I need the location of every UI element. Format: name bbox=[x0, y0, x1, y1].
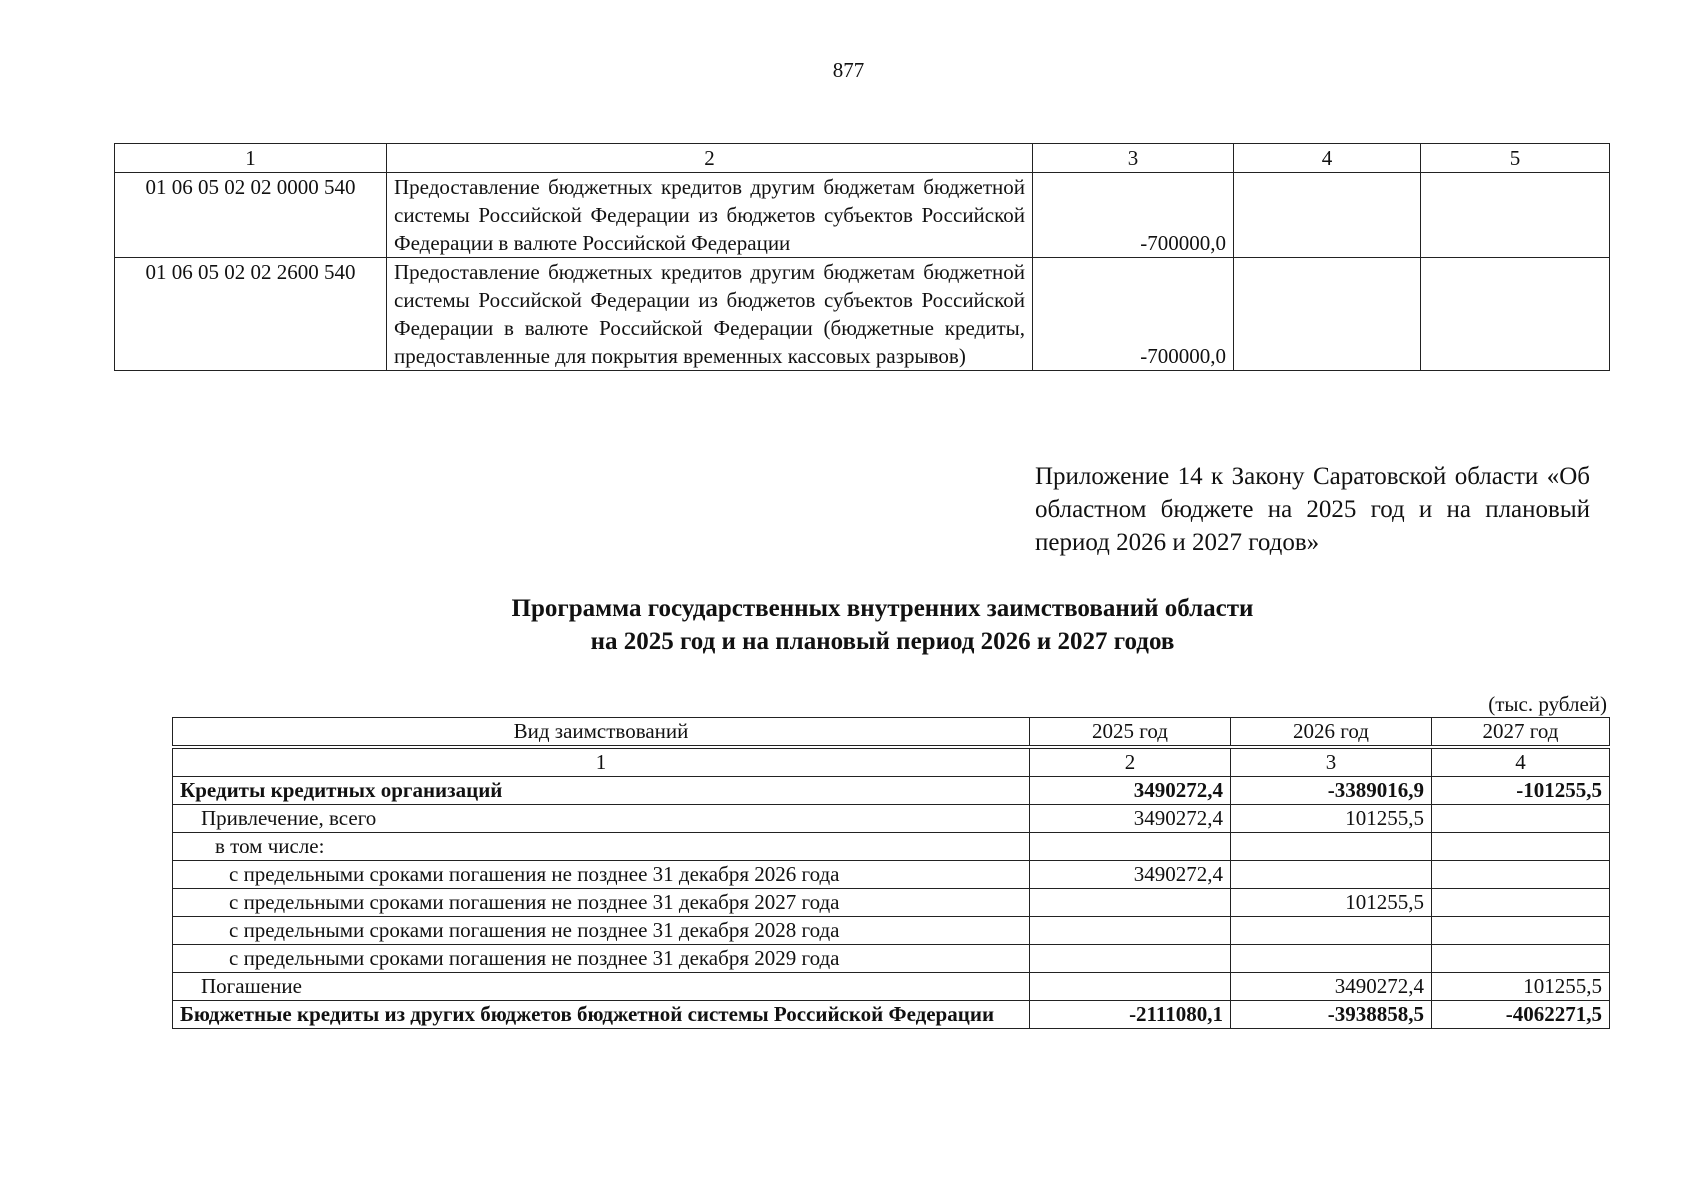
row-label: Привлечение, всего bbox=[173, 805, 1030, 833]
amount-cell bbox=[1421, 258, 1610, 371]
column-number: 4 bbox=[1432, 749, 1610, 777]
column-number: 3 bbox=[1231, 749, 1432, 777]
table-row bbox=[173, 945, 1610, 973]
row-label: Бюджетные кредиты из других бюджетов бюджетной системы Российской Федерации bbox=[173, 1001, 1030, 1029]
table-row bbox=[173, 1001, 1610, 1029]
amount-2025: -2111080,1 bbox=[1030, 1001, 1231, 1029]
row-label: Погашение bbox=[173, 973, 1030, 1001]
table-row bbox=[173, 917, 1610, 945]
amount-2027 bbox=[1432, 917, 1610, 945]
budget-credits-table bbox=[114, 143, 1610, 371]
column-number: 5 bbox=[1421, 144, 1610, 173]
amount-2025: 3490272,4 bbox=[1030, 805, 1231, 833]
column-header: 2025 год bbox=[1030, 718, 1231, 746]
table-row bbox=[173, 861, 1610, 889]
amount-2026: -3938858,5 bbox=[1231, 1001, 1432, 1029]
amount-2026: 3490272,4 bbox=[1231, 973, 1432, 1001]
amount-2026: 101255,5 bbox=[1231, 889, 1432, 917]
column-number: 4 bbox=[1234, 144, 1421, 173]
row-label: в том числе: bbox=[173, 833, 1030, 861]
amount-2026 bbox=[1231, 945, 1432, 973]
amount-cell: -700000,0 bbox=[1033, 258, 1234, 371]
column-header: Вид заимствований bbox=[173, 718, 1030, 746]
borrowing-program-table bbox=[172, 717, 1610, 1029]
amount-2025: 3490272,4 bbox=[1030, 861, 1231, 889]
amount-2027 bbox=[1432, 805, 1610, 833]
column-number: 1 bbox=[115, 144, 387, 173]
amount-cell bbox=[1234, 173, 1421, 258]
amount-2027: -4062271,5 bbox=[1432, 1001, 1610, 1029]
amount-2026 bbox=[1231, 833, 1432, 861]
amount-2026 bbox=[1231, 917, 1432, 945]
table-row bbox=[115, 258, 1610, 371]
amount-2027 bbox=[1432, 945, 1610, 973]
table-row bbox=[173, 889, 1610, 917]
column-number: 2 bbox=[1030, 749, 1231, 777]
amount-cell bbox=[1421, 173, 1610, 258]
row-description: Предоставление бюджетных кредитов другим бюджетам бюджетной системы Российской Федерации из бюджетов субъектов Российской Федерации в валюте Российской Федерации bbox=[387, 173, 1033, 258]
budget-code: 01 06 05 02 02 0000 540 bbox=[115, 173, 387, 258]
amount-2027: 101255,5 bbox=[1432, 973, 1610, 1001]
table-row bbox=[173, 833, 1610, 861]
amount-2025 bbox=[1030, 945, 1231, 973]
page-number: 877 bbox=[832, 58, 865, 82]
column-number: 1 bbox=[173, 749, 1030, 777]
amount-2027 bbox=[1432, 889, 1610, 917]
amount-cell: -700000,0 bbox=[1033, 173, 1234, 258]
column-header: 2027 год bbox=[1432, 718, 1610, 746]
row-label: с предельными сроками погашения не позднее 31 декабря 2027 года bbox=[173, 889, 1030, 917]
budget-code: 01 06 05 02 02 2600 540 bbox=[115, 258, 387, 371]
table-row bbox=[173, 777, 1610, 805]
program-title bbox=[0, 592, 1697, 658]
row-label: Кредиты кредитных организаций bbox=[173, 777, 1030, 805]
table-row bbox=[173, 805, 1610, 833]
amount-2025 bbox=[1030, 889, 1231, 917]
units-label: (тыс. рублей) bbox=[1488, 692, 1607, 716]
amount-2027 bbox=[1432, 833, 1610, 861]
title-line: на 2025 год и на плановый период 2026 и 2027 годов bbox=[590, 628, 1175, 655]
amount-2026 bbox=[1231, 861, 1432, 889]
column-numbers-row bbox=[173, 749, 1610, 777]
row-label: с предельными сроками погашения не позднее 31 декабря 2029 года bbox=[173, 945, 1030, 973]
amount-2025 bbox=[1030, 917, 1231, 945]
appendix-note: Приложение 14 к Закону Саратовской области «Об областном бюджете на 2025 год и на плановый период 2026 и 2027 годов» bbox=[1035, 463, 1590, 556]
amount-2025: 3490272,4 bbox=[1030, 777, 1231, 805]
amount-2026: 101255,5 bbox=[1231, 805, 1432, 833]
amount-2025 bbox=[1030, 973, 1231, 1001]
table-header-row bbox=[115, 144, 1610, 173]
amount-2027: -101255,5 bbox=[1432, 777, 1610, 805]
amount-cell bbox=[1234, 258, 1421, 371]
table-row bbox=[115, 173, 1610, 258]
amount-2025 bbox=[1030, 833, 1231, 861]
column-header: 2026 год bbox=[1231, 718, 1432, 746]
column-number: 2 bbox=[387, 144, 1033, 173]
column-number: 3 bbox=[1033, 144, 1234, 173]
table-header-row bbox=[173, 718, 1610, 746]
row-description: Предоставление бюджетных кредитов другим бюджетам бюджетной системы Российской Федерации из бюджетов субъектов Российской Федерации в валюте Российской Федерации (бюджетные кредиты, предоставленные для покрытия временных кассовых разрывов) bbox=[387, 258, 1033, 371]
title-line: Программа государственных внутренних заимствований области bbox=[511, 595, 1254, 622]
row-label: с предельными сроками погашения не позднее 31 декабря 2028 года bbox=[173, 917, 1030, 945]
amount-2027 bbox=[1432, 861, 1610, 889]
table-row bbox=[173, 973, 1610, 1001]
row-label: с предельными сроками погашения не позднее 31 декабря 2026 года bbox=[173, 861, 1030, 889]
amount-2026: -3389016,9 bbox=[1231, 777, 1432, 805]
